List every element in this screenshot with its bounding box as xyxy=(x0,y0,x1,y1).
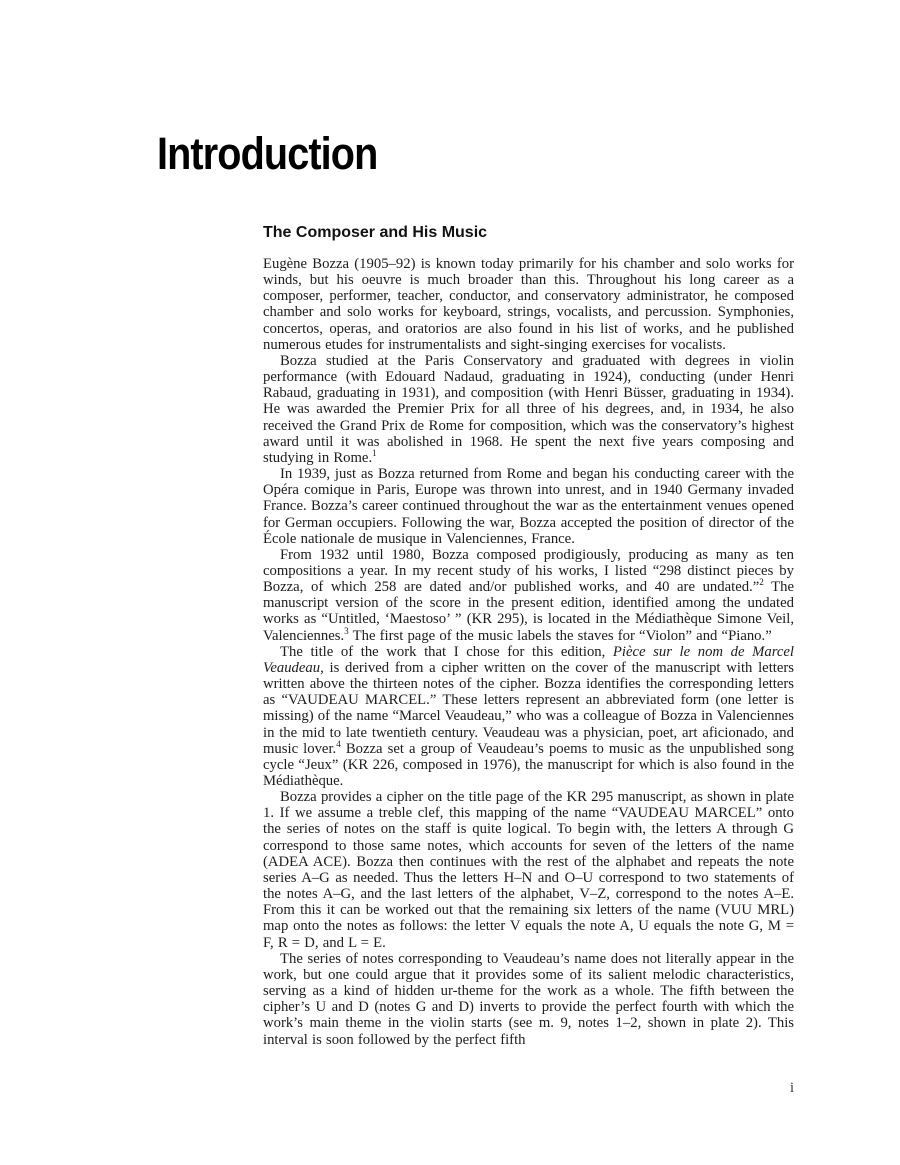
paragraph-4 xyxy=(263,547,794,644)
text-column xyxy=(263,224,794,1048)
text-segment: Bozza provides a cipher on the title page of the KR 295 manuscript, as shown in plate 1. If we assume a treble clef, this mapping of the name “VAUDEAU MARCEL” onto the series of notes on the staff is quite logical. To begin with, the letters A through G correspond to those same notes, which accounts for seven of the letters of the name (ADEA ACE). Bozza then continues with the rest of the alphabet and repeats the note series A–G as needed. Thus the letters H–N and O–U correspond to two statements of the notes A–G, and the last letters of the alphabet, V–Z, correspond to the notes A–E. From this it can be worked out that the remaining six letters of the name (VUU MRL) map onto the notes as follows: the letter V equals the note A, U equals the note G, M = F, R = D, and L = E. xyxy=(263,789,794,951)
paragraph-7 xyxy=(263,951,794,1048)
page-title: Introduction xyxy=(157,128,378,179)
paragraph-2 xyxy=(263,353,794,466)
section-heading: The Composer and His Music xyxy=(263,224,488,241)
footnote-marker: 2 xyxy=(759,577,764,588)
text-segment: is derived from a cipher written on the cover of the manuscript with letters written above the thirteen notes of the cipher. Bozza identifies the corresponding letters as “VAUDEAU MARCEL.” These letters represent an abbreviated form (one letter is missing) of the name “Marcel Veaudeau,” who was a colleague of Bozza in Valenciennes in the mid to late twentieth century. Veaudeau was a physician, poet, art aficionado, and music lover. xyxy=(263,659,794,757)
text-segment: The manuscript version of the score in the present edition, identified among the undated works as “Untitled, ‘Maestoso’ ” (KR 295), is located in the Médiathèque Simone Veil, Valenciennes. xyxy=(263,579,795,644)
footnote-marker: 4 xyxy=(336,738,341,749)
text-segment: From 1932 until 1980, Bozza composed prodigiously, producing as many as ten compositions a year. In my recent study of his works, I listed “298 distinct pieces by Bozza, of which 258 are dated and/or published works, and 40 are undated.” xyxy=(263,546,794,596)
text-segment: In 1939, just as Bozza returned from Rome and began his conducting career with the Opéra comique in Paris, Europe was thrown into unrest, and in 1940 Germany invaded France. Bozza’s career continued throughout the war as the entertainment venues opened for German occupiers. Following the war, Bozza accepted the position of director of the École nationale de musique in Valenciennes, France. xyxy=(263,466,794,547)
text-segment: Bozza set a group of Veaudeau’s poems to music as the unpublished song cycle “Jeux” (KR 226, composed in 1976), the manuscript for which is also found in the Médiathèque. xyxy=(263,740,794,789)
paragraph-3 xyxy=(263,466,794,547)
work-title-italic: Pièce sur le nom de Marcel Veaudeau, xyxy=(263,643,794,676)
text-segment: The first page of the music labels the staves for “Violon” and “Piano.” xyxy=(348,627,772,644)
text-segment: Eugène Bozza (1905–92) is known today primarily for his chamber and solo works for winds, but his oeuvre is much broader than this. Throughout his long career as a composer, performer, teacher, conductor, and conservatory administrator, he composed chamber and solo works for keyboard, strings, vocalists, and percussion. Symphonies, concertos, operas, and oratorios are also found in his list of works, and he published numerous etudes for instrumentalists and sight-singing exercises for vocalists. xyxy=(263,256,794,353)
text-segment: Bozza studied at the Paris Conservatory and graduated with degrees in violin performance (with Edouard Nadaud, graduating in 1924), conducting (under Henri Rabaud, graduating in 1931), and composition (with Henri Büsser, graduating in 1934). He was awarded the Premier Prix for all three of his degrees, and, in 1934, he also received the Grand Prix de Rome for composition, which was the conservatory’s highest award until it was abolished in 1968. He spent the next five years composing and studying in Rome. xyxy=(263,352,794,466)
paragraph-5 xyxy=(263,644,794,789)
page-number: i xyxy=(789,1080,794,1096)
text-segment: The series of notes corresponding to Veaudeau’s name does not literally appear in the work, but one could argue that it provides some of its salient melodic characteristics, serving as a kind of hidden ur-theme for the work as a whole. The fifth between the cipher’s U and D (notes G and D) inverts to provide the perfect fourth with which the work’s main theme in the violin starts (see m. 9, notes 1–2, shown in plate 2). This interval is soon followed by the perfect fifth xyxy=(263,950,794,1048)
paragraph-6 xyxy=(263,789,794,951)
paragraph-1 xyxy=(263,256,794,353)
text-segment: The title of the work that I chose for this edition, xyxy=(280,643,613,660)
footnote-marker: 1 xyxy=(372,447,377,458)
footnote-marker: 3 xyxy=(344,625,349,636)
